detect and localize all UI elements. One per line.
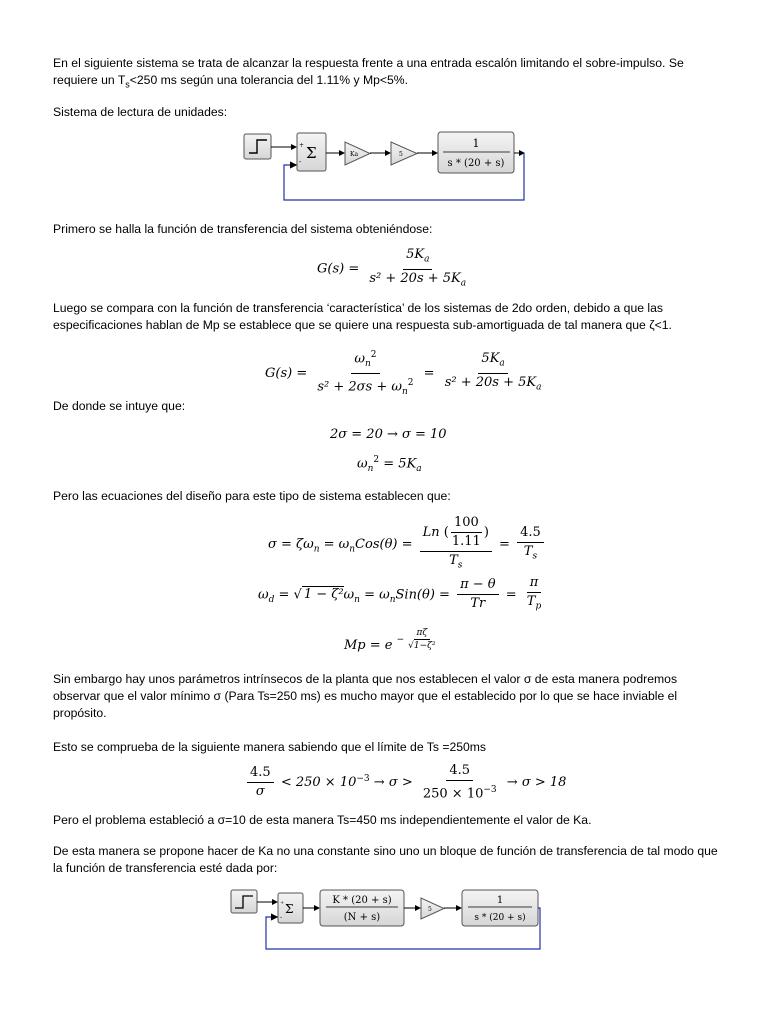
gain-5-block[interactable] — [421, 898, 444, 919]
svg-text:+: + — [299, 142, 305, 149]
equation-omega: $\omega_n^2 = 5K_a$ — [357, 455, 422, 474]
equation-design-omega-d: $\omega_d$ = √ $1 - \zeta^2\omega_n = \omega_nSin(\theta)$ = $\frac{\pi - \theta}{Tr}$ = $\frac{\pi}{T_p}$ — [258, 575, 542, 612]
gain-5-block[interactable] — [391, 142, 417, 165]
gain-5-label: 5 — [428, 906, 432, 913]
de-donde-paragraph: De donde se intuye que: — [53, 399, 186, 413]
pero-problema-paragraph: Pero el problema estableció a σ=10 de esta manera Ts=450 ms independientemente el valor de Ka. — [53, 813, 592, 827]
plant-denominator: s * (20 + s) — [474, 913, 526, 923]
gain-5-label: 5 — [399, 151, 403, 158]
equation-check: $\frac{4.5}{\sigma}$ < $250 \times 10^{-3} \to \sigma$ > $\frac{4.5}{250 \times 10^{-3}}$ → σ > 18 — [244, 763, 566, 802]
equation-sigma: 2σ = 20 → σ = 10 — [330, 427, 447, 442]
de-esta-manera-paragraph: De esta manera se propone hacer de Ka no una constante sino uno un bloque de función de transferencia de tal modo que la función de transferencia esté dada por: — [53, 844, 718, 875]
sum-symbol: Σ — [306, 144, 317, 162]
sum-symbol: Σ — [285, 902, 294, 916]
sistema-lectura-heading: Sistema de lectura de unidades: — [53, 105, 228, 119]
svg-text:+: + — [280, 900, 285, 906]
intro-paragraph — [53, 55, 719, 93]
svg-text:-: - — [299, 158, 302, 166]
intro-line-1: En el siguiente sistema se trata de alcanzar la respuesta frente a una entrada escalón limitando el sobre-impulso. Se — [53, 56, 684, 70]
controller-denominator: (N + s) — [343, 912, 381, 923]
intro-line-2: requiere un $T_s<250$ ms según una tolerancia del 1.11% y Mp<5%. — [53, 73, 409, 90]
plant-denominator: s * (20 + s) — [447, 158, 505, 169]
controller-numerator: K * (20 + s) — [332, 895, 392, 906]
block-diagram-2 — [228, 887, 546, 953]
equation-design-sigma: $\sigma = \zeta\omega_n = \omega_nCos(\theta)$ = Ln ( $\frac{100}{1.11}$ ) $T_s$ = $\frac{4.5}{T_s}$ — [268, 515, 547, 574]
esto-se-paragraph: Esto se comprueba de la siguiente manera sabiendo que el límite de Ts =250ms — [53, 740, 487, 754]
luego-paragraph: Luego se compara con la función de transferencia ‘característica’ de los sistemas de 2do orden, debido a que las especificaciones hablan de Mp se establece que se quiere una respuesta sub-amortiguada de tal manera que ζ<1. — [53, 301, 672, 332]
step-source-block[interactable] — [231, 890, 257, 913]
equation-g2: G(s) = $\frac{\omega_n^2}{s^2 + 2\sigma s + \omega_n^2}$ = $\frac{5K_a}{s^2 + 20s + 5K_a}$ — [265, 347, 548, 400]
equation-mp: Mp = e − $\frac{\pi\zeta}{\text{√1−ζ²}}$ — [344, 628, 436, 653]
equation-g1: G(s) = $\frac{5K_a}{s^2 + 20s + 5K_a}$ — [317, 247, 467, 289]
plant-numerator: 1 — [496, 895, 504, 906]
block-diagram-1 — [240, 128, 532, 204]
plant-numerator: 1 — [472, 137, 480, 150]
sin-embargo-paragraph: Sin embargo hay unos parámetros intrínsecos de la planta que nos establecen el valor σ de esta manera podremos observar que el valor mínimo σ (Para Ts=250 ms) es mucho mayor que el establecido por lo que se hace inviable el propósito. — [53, 672, 678, 720]
svg-text:-: - — [280, 914, 283, 921]
pero-ecuaciones-paragraph: Pero las ecuaciones del diseño para este tipo de sistema establecen que: — [53, 489, 451, 503]
gain-ka-label: Ka — [350, 151, 359, 158]
primero-paragraph: Primero se halla la función de transferencia del sistema obteniéndose: — [53, 222, 433, 236]
